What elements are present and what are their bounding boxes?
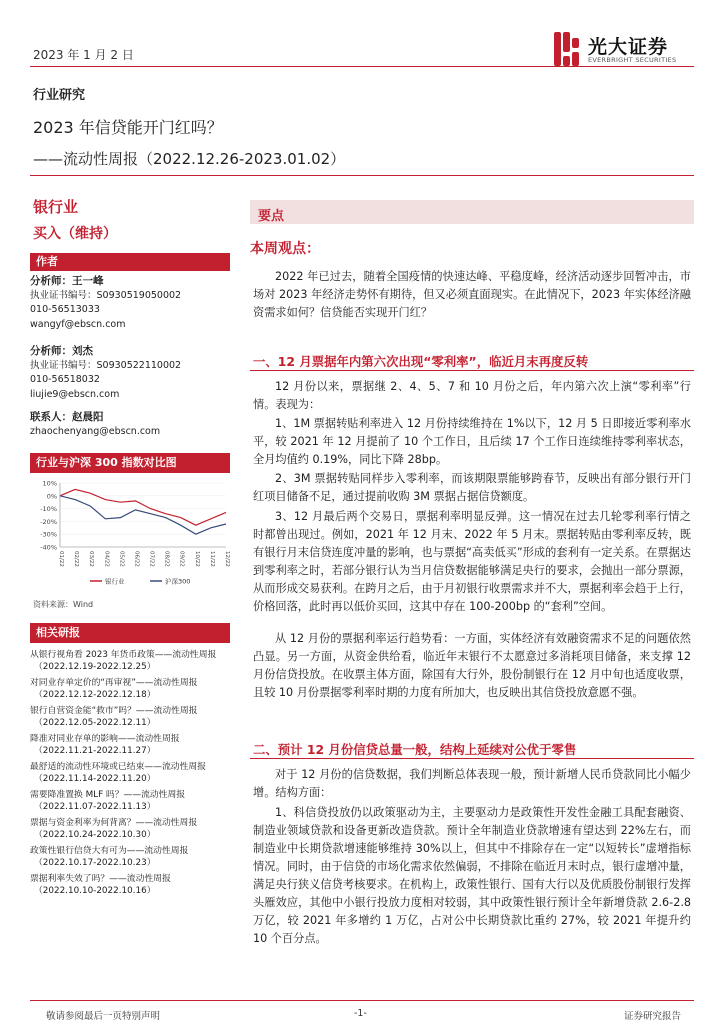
section-2-divider — [250, 758, 694, 759]
report-date: 2023 年 1 月 2 日 — [33, 48, 134, 62]
chart-x-tick: 06/22 — [133, 551, 140, 567]
chart-y-tick: 10% — [42, 479, 57, 488]
related-report[interactable] — [30, 677, 230, 701]
related-header: 相关研报 — [30, 623, 230, 643]
section-1-divider — [250, 370, 694, 371]
chart-x-tick: 05/22 — [118, 551, 125, 567]
author-name: 分析师：王一峰 — [30, 275, 104, 287]
footer-disclaimer: 敬请参阅最后一页特别声明 — [46, 1011, 161, 1022]
related-report[interactable] — [30, 845, 230, 869]
footer-divider — [30, 1000, 694, 1001]
author-card — [30, 274, 181, 332]
chart-x-tick: 04/22 — [103, 551, 110, 567]
related-report[interactable] — [30, 761, 230, 785]
rating: 买入（维持） — [33, 226, 117, 242]
chart-x-tick: 12/22 — [224, 551, 230, 567]
chart-x-tick: 11/22 — [208, 551, 215, 567]
chart-header: 行业与沪深 300 指数对比图 — [30, 453, 230, 473]
related-report[interactable] — [30, 705, 230, 729]
related-report-title[interactable]: 对同业存单定价的“再审视”——流动性周报 — [30, 678, 198, 688]
related-report[interactable] — [30, 789, 230, 813]
chart-y-tick: 0% — [46, 492, 57, 501]
authors-header: 作者 — [30, 253, 230, 271]
author-name: 分析师：刘杰 — [30, 345, 93, 357]
related-report-title[interactable]: 政策性银行信贷大有可为——流动性周报 — [30, 846, 189, 856]
header-divider — [30, 175, 694, 176]
author-email[interactable]: liujie9@ebscn.com — [30, 388, 120, 400]
section-1-paragraph: 2、3M 票据转贴同样步入零利率，而该期限票能够跨春节，反映出有部分银行开门红项目储备不足，通过提前收购 3M 票据占据信贷额度。 — [253, 472, 691, 503]
key-points-label: 要点 — [258, 209, 285, 224]
related-report-date: （2022.12.19-2022.12.25） — [34, 662, 156, 672]
top-divider — [30, 66, 694, 67]
chart-series-line — [60, 489, 226, 525]
chart-legend-label: 沪深300 — [165, 577, 191, 586]
author-card — [30, 344, 181, 402]
related-report-title[interactable]: 票据利率失效了吗？——流动性周报 — [30, 874, 171, 884]
section-2-paragraph: 1、科信贷投放仍以政策驱动为主，主要驱动力是政策性开发性金融工具配套融资、制造业领域贷款和设备更新改造贷款。预计全年制造业贷款增速有望达到 22%左右，而制造业中长期贷款增速能够维持 30%以上，但其中不排除存在一定“以短转长”虚增指标情况。同时，由于信贷的市场化需求依然偏弱，不排除在临近月末时点，银行虚增冲量，满足央行狭义信贷考核要求。在机构上，政策性银行、国有大行以及优质股份制银行发挥头雁效应，其他中小银行投放力度相对较弱，其中政策性银行预计全年新增贷款 2.6-2.8 万亿，较 2021 年多增约 1 万亿，占对公中长期贷款比重约 27%，较 2021 年提升约 10 个百分点。 — [253, 806, 691, 945]
chart-y-tick: -20% — [40, 517, 57, 526]
author-phone: 010-56518032 — [30, 374, 100, 385]
view-title: 本周观点： — [250, 241, 320, 257]
contact-name: 联系人：赵晨阳 — [30, 411, 104, 423]
performance-chart — [30, 477, 230, 587]
brand-name: 光大证券 — [588, 36, 669, 58]
author-cert: 执业证书编号：S0930519050002 — [30, 289, 182, 301]
report-title: 2023 年信贷能开门红吗？ — [33, 118, 223, 137]
chart-x-tick: 07/22 — [148, 551, 155, 567]
section-1-paragraph: 3、12 月最后两个交易日，票据利率明显反弹。这一情况在过去几轮零利率行情之时都曾出现过。例如，2021 年 12 月末、2022 年 5 月末。票据转贴由零利率反转，既有银行月末信贷连度冲量的影响，也与票据“高卖低买”形成的套利有一定关系。在票据达到零利率之时，若部分银行认为当月信贷数据能够满足央行的要求，会抛出一部分票源，从而形成交易获利。在跨月之后，由于月初银行收票需求并不大，票据利率会趋于上行，价格回落，此时再以低价买回，这其中存在 100-200bp 的“套利”空间。 — [253, 510, 691, 613]
section-2-paragraph: 对于 12 月份的信贷数据，我们判断总体表现一般，预计新增人民币贷款同比小幅少增。结构方面： — [253, 768, 691, 799]
section-2-title: 二、预计 12 月份信贷总量一般，结构上延续对公优于零售 — [253, 742, 577, 757]
section-1-paragraph: 12 月份以来，票据继 2、4、5、7 和 10 月份之后，年内第六次上演“零利率”行情。表现为： — [253, 380, 691, 411]
report-subtitle: ——流动性周报（2022.12.26-2023.01.02） — [33, 150, 346, 168]
author-cert: 执业证书编号：S0930522110002 — [30, 359, 182, 371]
related-report-date: （2022.12.12-2022.12.18） — [34, 690, 156, 700]
related-report[interactable] — [30, 733, 230, 757]
chart-x-tick: 01/22 — [58, 551, 64, 567]
intro-paragraph: 2022 年已过去，随着全国疫情的快速达峰、平稳度峰，经济活动逐步回暂冲击，市场对 2023 年经济走势怀有期待，但又必须直面现实。在此情况下，2023 年实体经济融资需求如何？信贷能否实现开门红？ — [253, 270, 691, 319]
related-report-date: （2022.10.17-2022.10.23） — [34, 858, 156, 868]
page-number: -1- — [354, 1008, 367, 1019]
chart-series-line — [60, 496, 226, 534]
related-report-title[interactable]: 票据与资金利率为何背离？——流动性周报 — [30, 818, 198, 828]
chart-y-tick: -40% — [40, 543, 57, 552]
related-report-date: （2022.11.14-2022.11.20） — [34, 774, 156, 784]
related-report-date: （2022.11.07-2022.11.13） — [34, 802, 156, 812]
chart-legend-label: 银行业 — [105, 577, 125, 586]
chart-y-tick: -10% — [40, 505, 57, 514]
chart-x-tick: 10/22 — [193, 551, 200, 567]
related-report-title[interactable]: 银行自营资金能“救市”吗？——流动性周报 — [30, 706, 198, 716]
related-report[interactable] — [30, 649, 230, 673]
brand-name-en: EVERBRIGHT SECURITIES — [588, 56, 677, 64]
brand-mark-icon — [554, 32, 580, 66]
chart-x-tick: 09/22 — [178, 551, 185, 567]
related-report-date: （2022.10.24-2022.10.30） — [34, 830, 156, 840]
contact-card — [30, 410, 160, 439]
related-report-title[interactable]: 最舒适的流动性环境或已结束——流动性周报 — [30, 762, 206, 772]
chart-x-tick: 02/22 — [73, 551, 80, 567]
brand-logo — [554, 30, 704, 70]
related-report-date: （2022.10.10-2022.10.16） — [34, 886, 156, 896]
related-report[interactable] — [30, 873, 230, 897]
author-phone: 010-56513033 — [30, 304, 100, 315]
related-report-title[interactable]: 需要降准置换 MLF 吗？——流动性周报 — [30, 790, 186, 800]
related-report-title[interactable]: 从银行视角看 2023 年货币政策——流动性周报 — [30, 650, 217, 660]
chart-x-tick: 08/22 — [163, 551, 170, 567]
related-report[interactable] — [30, 817, 230, 841]
related-reports-list — [30, 649, 230, 901]
chart-source: 资料来源：Wind — [33, 600, 94, 609]
footer-label: 证券研究报告 — [624, 1011, 682, 1022]
contact-email[interactable]: zhaochenyang@ebscn.com — [30, 425, 161, 437]
related-report-title[interactable]: 降准对同业存单的影响——流动性周报 — [30, 734, 180, 744]
section-1-title: 一、12 月票据年内第六次出现“零利率”，临近月末再度反转 — [253, 354, 589, 369]
report-category: 行业研究 — [33, 88, 86, 103]
author-email[interactable]: wangyf@ebscn.com — [30, 318, 126, 330]
section-1-paragraph: 1、1M 票据转贴利率进入 12 月份持续维持在 1%以下，12 月 5 日即接近零利率水平，较 2021 年 12 月提前了 10 个工作日，且后续 17 个工作日连续维持零利率状态，全月均值约 0.19%，同比下降 28bp。 — [253, 417, 691, 466]
chart-y-tick: -30% — [40, 530, 57, 539]
sector-name: 银行业 — [33, 198, 79, 216]
chart-x-tick: 03/22 — [88, 551, 95, 567]
related-report-date: （2022.11.21-2022.11.27） — [34, 746, 156, 756]
related-report-date: （2022.12.05-2022.12.11） — [34, 718, 156, 728]
section-1-paragraph: 从 12 月份的票据利率运行趋势看：一方面，实体经济有效融资需求不足的问题依然凸显。另一方面，从资金供给看，临近年末银行不太愿意过多消耗项目储备，来支撑 12 月份信贷投放。在收票主体方面，除国有大行外，股份制银行在 12 月中旬也适度收票，且较 10 月份票据零利率时期的力度有所加大，也反映出其信贷投放意愿不强。 — [253, 632, 691, 699]
key-points-bar — [250, 200, 694, 224]
